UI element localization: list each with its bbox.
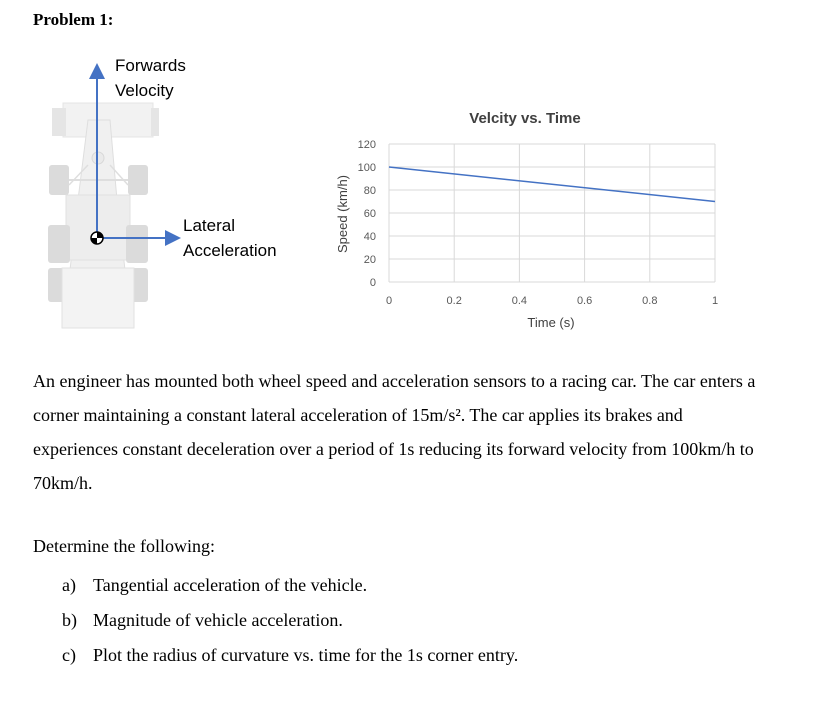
forwards-label-line2: Velocity xyxy=(115,81,174,100)
task-marker: a) xyxy=(62,575,76,595)
chart-y-tick-label: 40 xyxy=(363,231,376,243)
problem-heading: Problem 1: xyxy=(33,10,114,29)
chart-series xyxy=(389,167,715,202)
chart-x-axis-label: Time (s) xyxy=(527,315,575,330)
lateral-label-line2: Acceleration xyxy=(183,241,277,260)
lateral-label-line1: Lateral xyxy=(183,216,235,235)
chart-y-tick-label: 60 xyxy=(363,208,376,220)
chart-x-tick-label: 1 xyxy=(711,295,719,307)
task-list xyxy=(62,570,518,675)
chart-x-tick-label: 0.2 xyxy=(446,295,462,307)
chart-y-tick-label: 20 xyxy=(363,254,376,266)
race-car-image xyxy=(48,103,159,328)
chart-series-line xyxy=(389,167,715,202)
task-item xyxy=(62,570,518,605)
task-item xyxy=(62,640,518,675)
task-item xyxy=(62,605,518,640)
chart-x-tick-label: 0.6 xyxy=(576,295,593,307)
chart-x-tick-label: 0.8 xyxy=(642,295,658,307)
chart-x-tick-label: 0.4 xyxy=(511,295,528,307)
problem-statement: An engineer has mounted both wheel speed and acceleration sensors to a racing car. The car enters a corner maintaining a constant lateral acceleration of 15m/s². The car applies its brakes and experiences constant deceleration over a period of 1s reducing its forward velocity from 100km/h to 70km/h. xyxy=(33,371,756,493)
task-text: Tangential acceleration of the vehicle. xyxy=(93,575,368,595)
problem-figure xyxy=(0,0,814,340)
task-marker: b) xyxy=(62,610,77,630)
chart-y-axis-label: Speed (km/h) xyxy=(335,174,350,254)
task-text: Plot the radius of curvature vs. time for the 1s corner entry. xyxy=(93,645,519,665)
chart-y-tick-label: 80 xyxy=(363,185,376,197)
chart-y-tick-label: 0 xyxy=(369,277,376,289)
chart-x-tick-label: 0 xyxy=(385,295,393,307)
velocity-chart xyxy=(335,110,718,330)
center-of-mass-icon xyxy=(91,232,103,244)
chart-gridlines xyxy=(389,144,715,282)
chart-y-tick-label: 100 xyxy=(357,162,376,174)
tasks-intro: Determine the following: xyxy=(33,536,215,556)
forwards-label-line1: Forwards xyxy=(115,56,186,75)
chart-y-tick-label: 120 xyxy=(357,139,376,151)
chart-title: Velcity vs. Time xyxy=(469,110,581,127)
task-marker: c) xyxy=(62,645,76,665)
task-text: Magnitude of vehicle acceleration. xyxy=(93,610,343,630)
